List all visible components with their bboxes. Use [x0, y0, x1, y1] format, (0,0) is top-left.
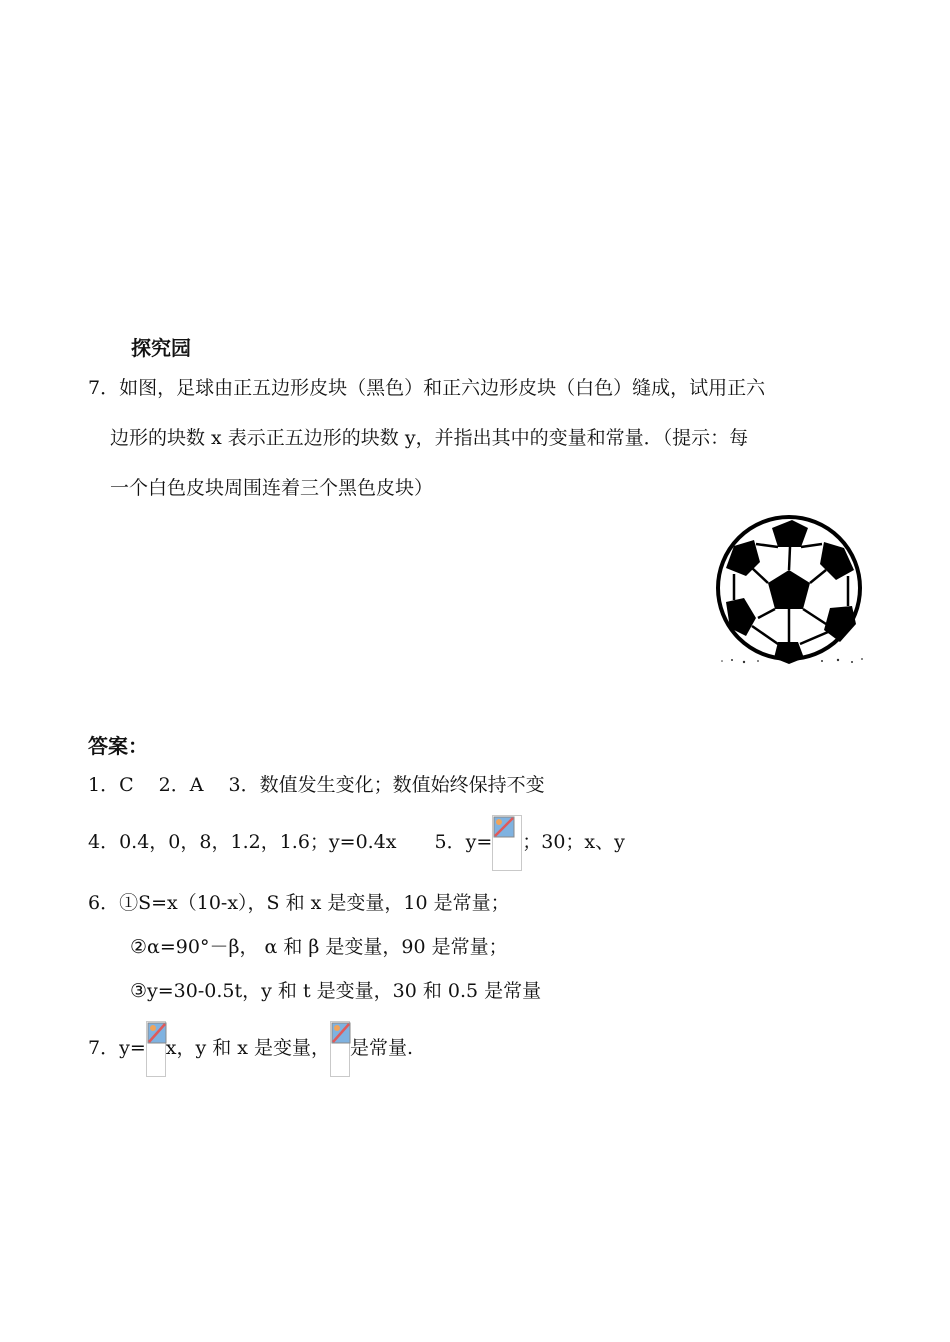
answers-heading: 答案：	[88, 734, 148, 758]
answer-line-5: ③y=30-0.5t，y 和 t 是变量，30 和 0.5 是常量	[130, 980, 542, 1002]
answer-line-2-part-b: ；30；x、y	[522, 831, 625, 853]
question-7-line-1: 7．如图，足球由正五边形皮块（黑色）和正六边形皮块（白色）缝成，试用正六	[88, 377, 766, 399]
answer-line-3: 6．①S=x（10-x），S 和 x 是变量，10 是常量；	[88, 892, 510, 914]
soccer-ball-figure	[712, 514, 868, 666]
answer-line-1: 1．C 2．A 3．数值发生变化；数值始终保持不变	[88, 774, 545, 796]
soccer-ball-icon	[712, 514, 868, 666]
section-title: 探究园	[131, 336, 191, 360]
broken-image-icon	[330, 1021, 350, 1077]
answer-line-6-part-b: x，y 和 x 是变量，	[165, 1037, 331, 1059]
answer-line-6-part-c: 是常量.	[350, 1037, 414, 1059]
answer-line-6-part-a: 7．y=	[88, 1037, 146, 1059]
question-7-line-2: 边形的块数 x 表示正五边形的块数 y，并指出其中的变量和常量．（提示：每	[110, 427, 749, 449]
broken-image-icon	[492, 815, 522, 871]
answer-line-6	[88, 1020, 413, 1077]
answer-line-2	[88, 814, 625, 871]
question-7-line-3: 一个白色皮块周围连着三个黑色皮块）	[110, 477, 434, 499]
answer-line-4: ②α=90°－β， α 和 β 是变量，90 是常量；	[130, 936, 508, 958]
answer-line-2-part-a: 4．0.4，0，8，1.2，1.6；y=0.4x 5．y=	[88, 831, 493, 853]
broken-image-icon	[146, 1021, 166, 1077]
